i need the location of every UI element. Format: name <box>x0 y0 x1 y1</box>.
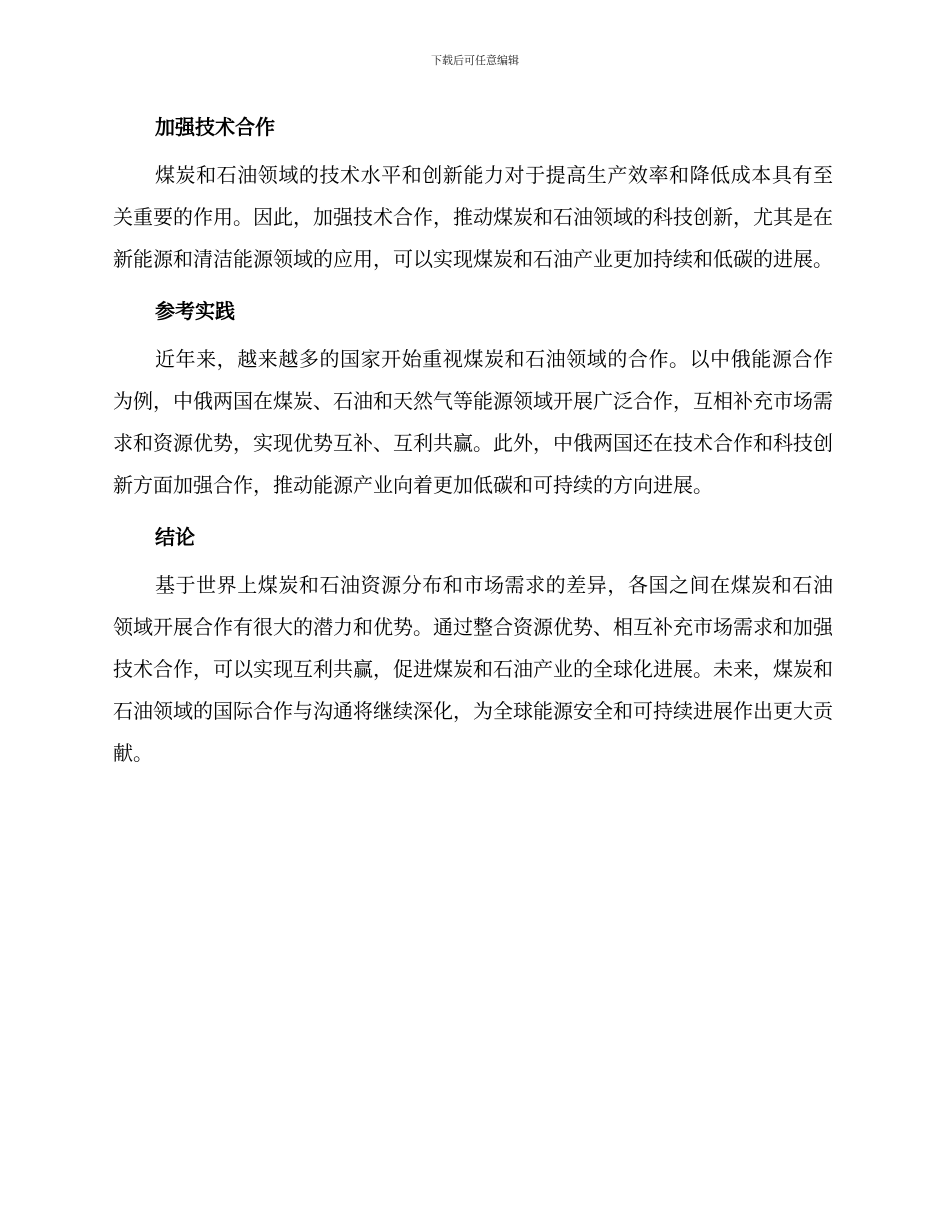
section-heading: 加强技术合作 <box>155 115 275 139</box>
section-conclusion <box>113 520 833 774</box>
section-paragraph: 煤炭和石油领域的技术水平和创新能力对于提高生产效率和降低成本具有至关重要的作用。因此，加强技术合作，推动煤炭和石油领域的科技创新，尤其是在新能源和清洁能源领域的应用，可以实现煤炭和石油产业更加持续和低碳的进展。 <box>113 163 833 271</box>
section-paragraph: 基于世界上煤炭和石油资源分布和市场需求的差异，各国之间在煤炭和石油领域开展合作有很大的潜力和优势。通过整合资源优势、相互补充市场需求和加强技术合作，可以实现互利共赢，促进煤炭和石油产业的全球化进展。未来，煤炭和石油领域的国际合作与沟通将继续深化，为全球能源安全和可持续进展作出更大贡献。 <box>113 573 833 765</box>
document-body <box>113 110 833 788</box>
header-note: 下载后可任意编辑 <box>431 54 519 67</box>
section-tech-cooperation <box>113 110 833 280</box>
section-heading: 结论 <box>155 525 195 549</box>
section-reference-practice <box>113 294 833 506</box>
section-paragraph: 近年来，越来越多的国家开始重视煤炭和石油领域的合作。以中俄能源合作为例，中俄两国在煤炭、石油和天然气等能源领域开展广泛合作，互相补充市场需求和资源优势，实现优势互补、互利共赢。此外，中俄两国还在技术合作和科技创新方面加强合作，推动能源产业向着更加低碳和可持续的方向进展。 <box>113 347 833 497</box>
section-heading: 参考实践 <box>155 299 235 323</box>
